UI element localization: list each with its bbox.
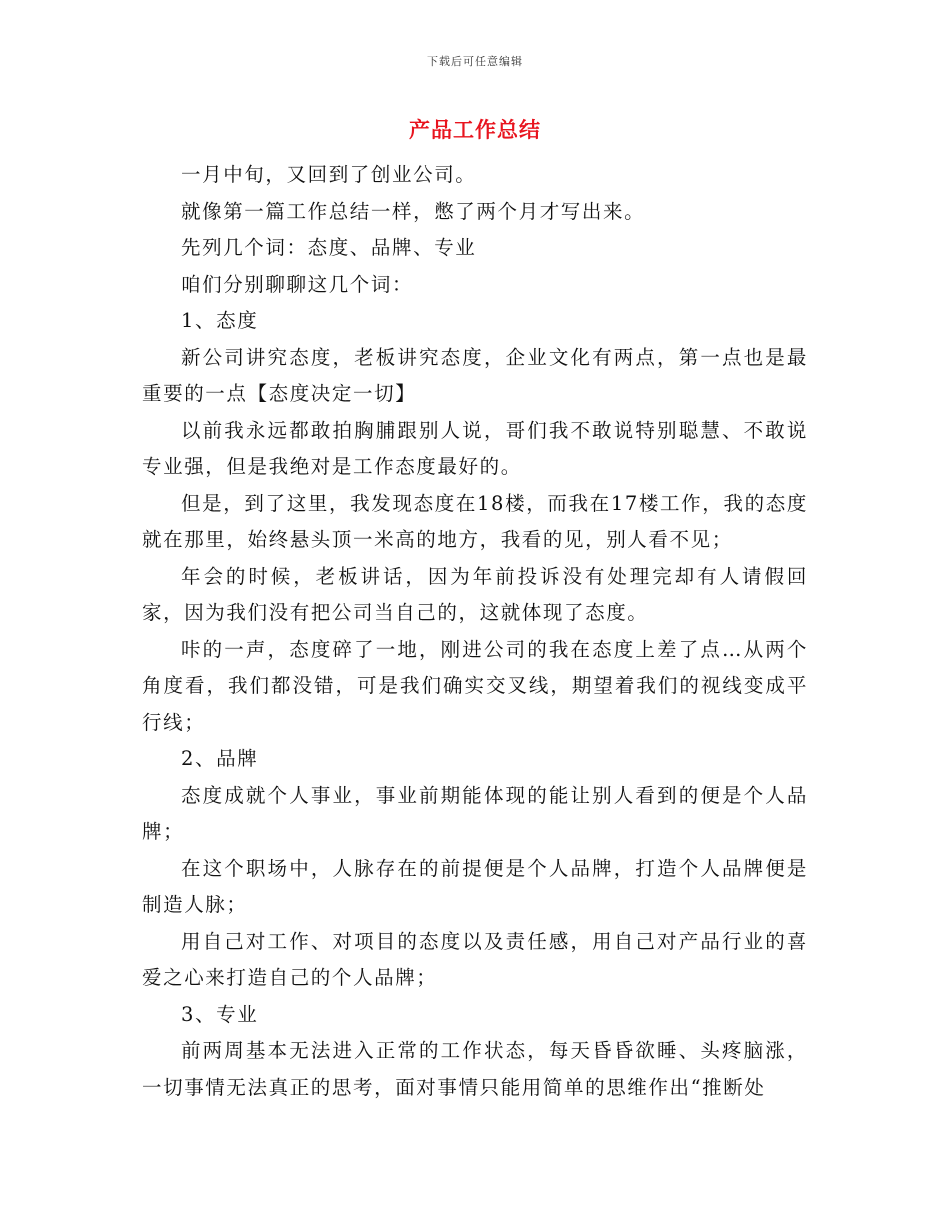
paragraph: 前两周基本无法进入正常的工作状态，每天昏昏欲睡、头疼脑涨，一切事情无法真正的思考，面对事情只能用简单的思维作出“推断处 — [142, 1039, 808, 1099]
paragraph: 咱们分别聊聊这几个词： — [181, 272, 414, 296]
section-heading: 3、专业 — [181, 1002, 259, 1026]
paragraph: 新公司讲究态度，老板讲究态度，企业文化有两点，第一点也是最重要的一点【态度决定一切】 — [142, 345, 808, 405]
document-title: 产品工作总结 — [409, 117, 541, 142]
section-heading: 1、态度 — [181, 309, 259, 332]
paragraph: 先列几个词：态度、品牌、专业 — [181, 236, 477, 259]
paragraph: 用自己对工作、对项目的态度以及责任感，用自己对产品行业的喜爱之心来打造自己的个人品牌； — [142, 929, 808, 989]
paragraph: 在这个职场中，人脉存在的前提便是个人品牌，打造个人品牌便是制造人脉； — [142, 856, 808, 916]
section-heading: 2、品牌 — [181, 747, 259, 770]
paragraph: 咔的一声，态度碎了一地，刚进公司的我在态度上差了点…从两个角度看，我们都没错，可是我们确实交叉线，期望着我们的视线变成平行线； — [142, 637, 808, 734]
paragraph: 就像第一篇工作总结一样，憋了两个月才写出来。 — [181, 199, 646, 223]
paragraph: 年会的时候，老板讲话，因为年前投诉没有处理完却有人请假回家，因为我们没有把公司当自己的，这就体现了态度。 — [142, 564, 808, 624]
paragraph: 一月中旬，又回到了创业公司。 — [181, 163, 477, 186]
document-body — [142, 157, 808, 1106]
paragraph: 以前我永远都敢拍胸脯跟别人说，哥们我不敢说特别聪慧、不敢说专业强，但是我绝对是工作态度最好的。 — [142, 418, 808, 478]
paragraph: 态度成就个人事业，事业前期能体现的能让别人看到的便是个人品牌； — [142, 783, 808, 843]
paragraph: 但是，到了这里，我发现态度在18楼，而我在17楼工作，我的态度就在那里，始终悬头顶一米高的地方，我看的见，别人看不见； — [142, 491, 808, 551]
header-note: 下载后可任意编辑 — [427, 55, 523, 68]
